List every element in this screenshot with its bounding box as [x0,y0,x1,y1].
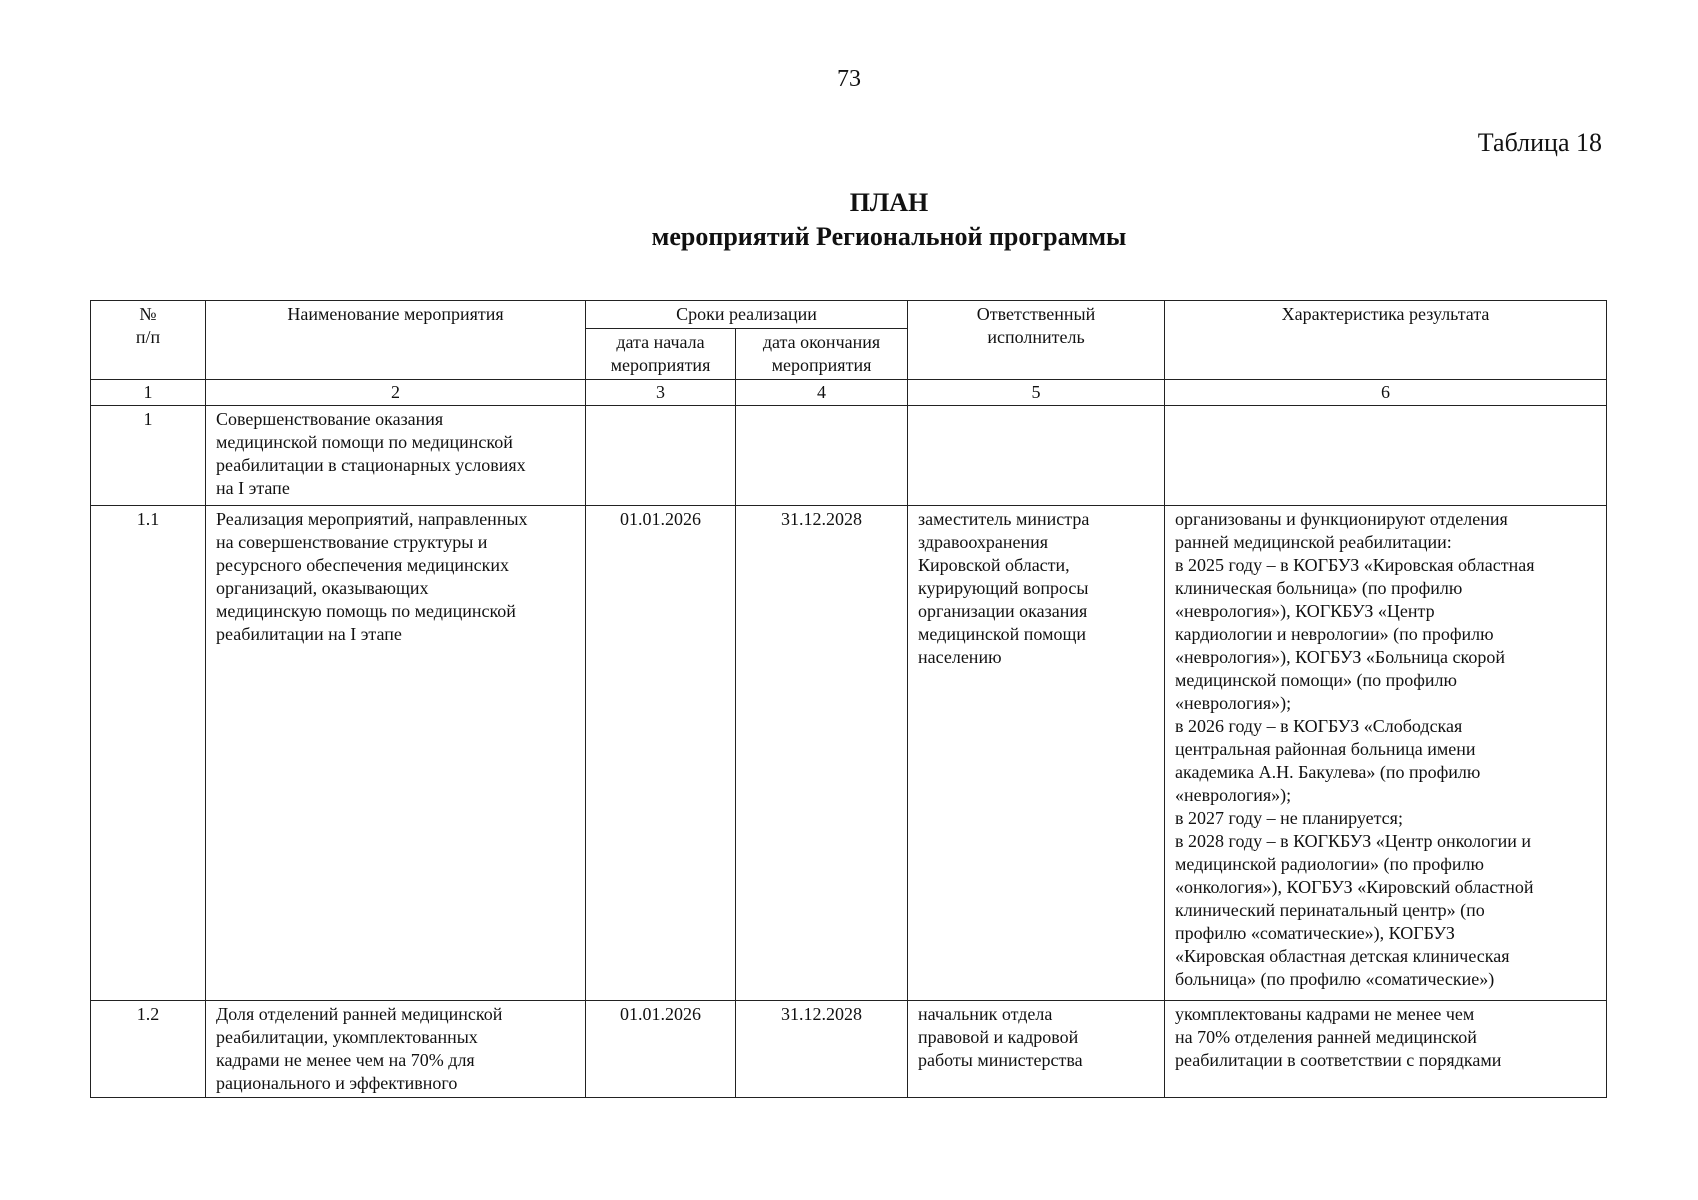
header-end-date: дата окончания мероприятия [736,329,908,380]
column-number: 6 [1165,380,1607,406]
table-row [91,406,1607,506]
header-num: № п/п [91,301,206,380]
header-name: Наименование мероприятия [206,301,586,380]
row-end-date [736,406,908,506]
row-name: Реализация мероприятий, направленных на совершенствование структуры и ресурсного обеспечения медицинских организаций, оказывающих медицинскую помощь по медицинской реабилитации на I этапе [206,506,586,1001]
row-name: Совершенствование оказания медицинской помощи по медицинской реабилитации в стационарных условиях на I этапе [206,406,586,506]
row-number: 1 [91,406,206,506]
header-executor: Ответственный исполнитель [908,301,1165,380]
table-label: Таблица 18 [1477,128,1602,157]
header-start-date: дата начала мероприятия [586,329,736,380]
row-result: укомплектованы кадрами не менее чем на 70% отделения ранней медицинской реабилитации в соответствии с порядками [1165,1001,1607,1098]
row-name: Доля отделений ранней медицинской реабилитации, укомплектованных кадрами не менее чем на 70% для рационального и эффективного [206,1001,586,1098]
header-row [91,301,1607,329]
row-end-date: 31.12.2028 [736,1001,908,1098]
row-end-date: 31.12.2028 [736,506,908,1001]
table-row [91,1001,1607,1098]
row-number: 1.1 [91,506,206,1001]
row-start-date [586,406,736,506]
row-number: 1.2 [91,1001,206,1098]
column-number: 3 [586,380,736,406]
column-number: 5 [908,380,1165,406]
row-executor: заместитель министра здравоохранения Кировской области, курирующий вопросы организации оказания медицинской помощи населению [908,506,1165,1001]
column-number-row [91,380,1607,406]
column-number: 4 [736,380,908,406]
header-terms: Сроки реализации [586,301,908,329]
document-subtitle: мероприятий Региональной программы [651,222,1127,251]
page-number: 73 [837,66,861,92]
row-start-date: 01.01.2026 [586,1001,736,1098]
row-result [1165,406,1607,506]
document-title: ПЛАН [849,188,929,217]
document-title-block [0,186,1698,254]
table-row [91,506,1607,1001]
column-number: 2 [206,380,586,406]
row-result: организованы и функционируют отделения ранней медицинской реабилитации: в 2025 году – в КОГБУЗ «Кировская областная клиническая больница» (по профилю «неврология»), КОГКБУЗ «Центр кардиологии и неврологии» (по профилю «неврология»), КОГБУЗ «Больница скорой медицинской помощи» (по профилю «неврология»); в 2026 году – в КОГБУЗ «Слободская центральная районная больница имени академика А.Н. Бакулева» (по профилю «неврология»); в 2027 году – не планируется; в 2028 году – в КОГКБУЗ «Центр онкологии и медицинской радиологии» (по профилю «онкология»), КОГБУЗ «Кировский областной клинический перинатальный центр» (по профилю «соматические»), КОГБУЗ «Кировская областная детская клиническая больница» (по профилю «соматические») [1165,506,1607,1001]
row-executor [908,406,1165,506]
column-number: 1 [91,380,206,406]
row-executor: начальник отдела правовой и кадровой работы министерства [908,1001,1165,1098]
header-result: Характеристика результата [1165,301,1607,380]
row-start-date: 01.01.2026 [586,506,736,1001]
plan-table [90,300,1607,1098]
